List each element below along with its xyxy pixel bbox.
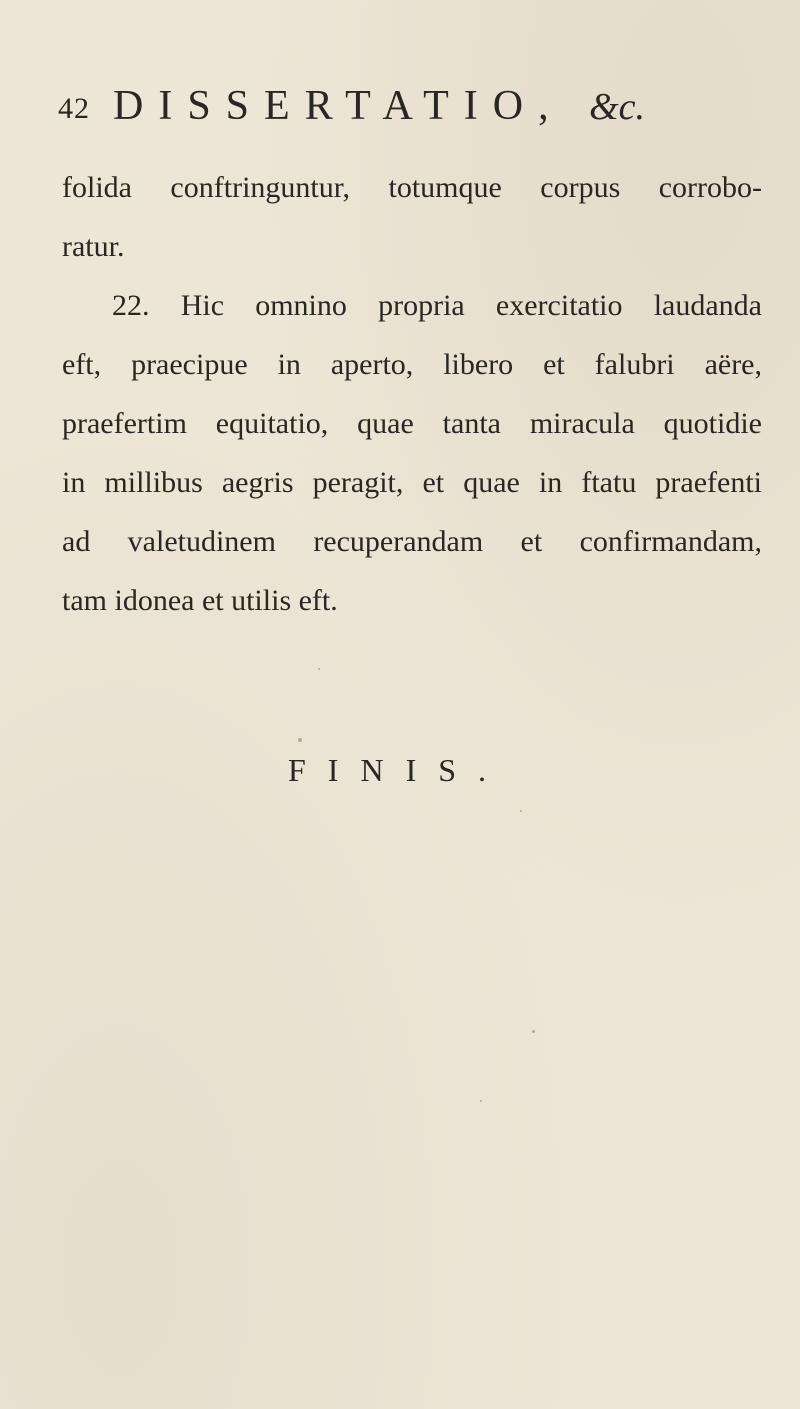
running-title [113, 82, 645, 130]
text-line: ratur. [62, 230, 125, 263]
text-line: folida conftringuntur, totumque corpus corrobo- [62, 171, 762, 204]
paper-speck [318, 668, 320, 670]
text-line: 22. Hic omnino propria exercitatio laudanda [112, 289, 762, 322]
paper-speck [298, 738, 302, 742]
text-line: tam idonea et utilis eft. [62, 584, 338, 617]
paper-speck [520, 810, 522, 812]
page-number: 42 [58, 92, 90, 125]
body-text [62, 158, 762, 630]
text-line: ad valetudinem recuperandam et confirmandam, [62, 525, 762, 558]
running-title-etc: &c. [589, 86, 646, 128]
paper-speck [480, 1100, 482, 1102]
finis-label: FINIS. [288, 752, 509, 788]
text-line: in millibus aegris peragit, et quae in ftatu praefenti [62, 466, 762, 499]
running-head [58, 72, 758, 132]
text-line: eft, praecipue in aperto, libero et falubri aëre, [62, 348, 762, 381]
paper-speck [532, 1030, 535, 1033]
running-title-text: DISSERTATIO, [113, 83, 564, 129]
text-line: praefertim equitatio, quae tanta miracula quotidie [62, 407, 762, 440]
